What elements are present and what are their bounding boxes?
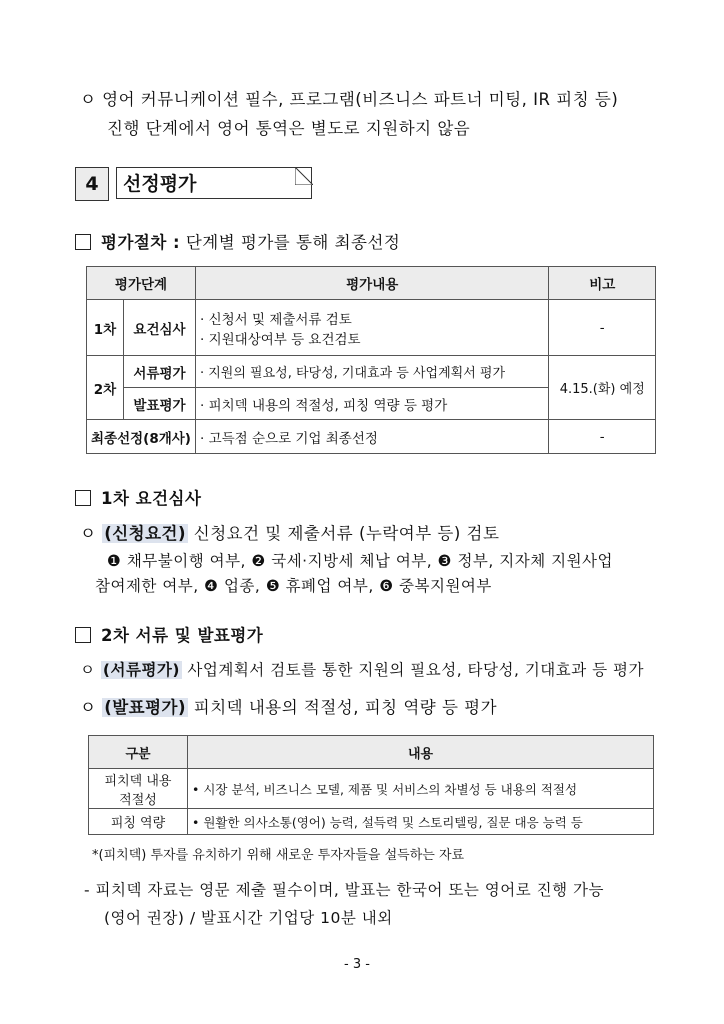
dash-line-2: (영어 권장) / 발표시간 기업당 10분 내외 xyxy=(104,909,393,927)
content-cell: · 지원의 필요성, 타당성, 기대효과 등 사업계획서 평가 xyxy=(195,356,548,388)
stage-cell: 최종선정(8개사) xyxy=(87,420,196,454)
dash-line-1: - 피치덱 자료는 영문 제출 필수이며, 발표는 한국어 또는 영어로 진행 가능 xyxy=(84,881,604,899)
substage-cell: 발표평가 xyxy=(124,388,196,420)
checkbox-square-icon xyxy=(75,490,91,506)
note-cell: 4.15.(화) 예정 xyxy=(549,356,656,420)
requirement-label: (신청요건) xyxy=(104,524,187,543)
checkbox-square-icon xyxy=(75,627,91,643)
content-line: · 신청서 및 제출서류 검토 xyxy=(199,311,352,328)
content-line: · 지원대상여부 등 요건검토 xyxy=(199,331,361,348)
content-cell xyxy=(195,300,548,356)
stage-cell: 1차 xyxy=(87,300,124,356)
note-cell: - xyxy=(549,420,656,454)
procedure-heading: 평가절차 : 단계별 평가를 통해 최종선정 xyxy=(75,229,400,253)
circle-bullet-icon: ㅇ xyxy=(80,524,97,543)
folded-corner-icon xyxy=(295,167,313,185)
content-cell: · 고득점 순으로 기업 최종선정 xyxy=(195,420,548,454)
first-review-items-2: 참여제한 여부, ❹ 업종, ❺ 휴폐업 여부, ❻ 중복지원여부 xyxy=(95,577,492,595)
table-header: 구분 xyxy=(89,736,188,769)
checkbox-square-icon xyxy=(75,234,91,250)
criteria-name-line: 적절성 xyxy=(119,792,157,808)
procedure-table xyxy=(86,266,656,454)
presentation-review-bullet: ㅇ (발표평가) 피치덱 내용의 적절성, 피칭 역량 등 평가 xyxy=(80,698,498,717)
section-header xyxy=(75,165,313,201)
criteria-name-cell: 피칭 역량 xyxy=(89,809,188,835)
footnote: *(피치덱) 투자를 유치하기 위해 새로운 투자자들을 설득하는 자료 xyxy=(92,848,465,863)
substage-cell: 서류평가 xyxy=(124,356,196,388)
stage-cell: 2차 xyxy=(87,356,124,420)
first-review-heading: 1차 요건심사 xyxy=(75,485,201,509)
criteria-name-cell xyxy=(89,769,188,809)
first-review-items-1: ❶ 채무불이행 여부, ❷ 국세·지방세 체납 여부, ❸ 정부, 지자체 지원사업 xyxy=(107,552,613,570)
criteria-table xyxy=(88,735,654,835)
page-number: - 3 - xyxy=(344,957,370,972)
first-review-bullet: ㅇ (신청요건) 신청요건 및 제출서류 (누락여부 등) 검토 xyxy=(80,524,500,543)
circle-bullet-icon: ㅇ xyxy=(80,661,96,679)
table-header: 비고 xyxy=(549,267,656,300)
section-title: 선정평가 xyxy=(116,167,312,199)
table-header: 평가단계 xyxy=(87,267,196,300)
criteria-name-line: 피치덱 내용 xyxy=(104,773,172,789)
presentation-review-label: (발표평가) xyxy=(104,698,187,717)
table-header: 평가내용 xyxy=(195,267,548,300)
intro-line-1: ㅇ 영어 커뮤니케이션 필수, 프로그램(비즈니스 파트너 미팅, IR 피칭 등) xyxy=(80,90,619,109)
intro-line-2: 진행 단계에서 영어 통역은 별도로 지원하지 않음 xyxy=(107,119,471,138)
criteria-content-cell: • 원활한 의사소통(영어) 능력, 설득력 및 스토리텔링, 질문 대응 능력 등 xyxy=(188,809,654,835)
second-review-heading: 2차 서류 및 발표평가 xyxy=(75,622,263,646)
section-number: 4 xyxy=(75,167,109,201)
document-review-label: (서류평가) xyxy=(102,661,180,679)
table-header: 내용 xyxy=(188,736,654,769)
circle-bullet-icon: ㅇ xyxy=(80,698,97,717)
criteria-content-cell: • 시장 분석, 비즈니스 모델, 제품 및 서비스의 차별성 등 내용의 적절성 xyxy=(188,769,654,809)
content-cell: · 피치덱 내용의 적절성, 피칭 역량 등 평가 xyxy=(195,388,548,420)
substage-cell: 요건심사 xyxy=(124,300,196,356)
document-review-bullet: ㅇ (서류평가) 사업계획서 검토를 통한 지원의 필요성, 타당성, 기대효과 등 평가 xyxy=(80,661,644,679)
note-cell: - xyxy=(549,300,656,356)
